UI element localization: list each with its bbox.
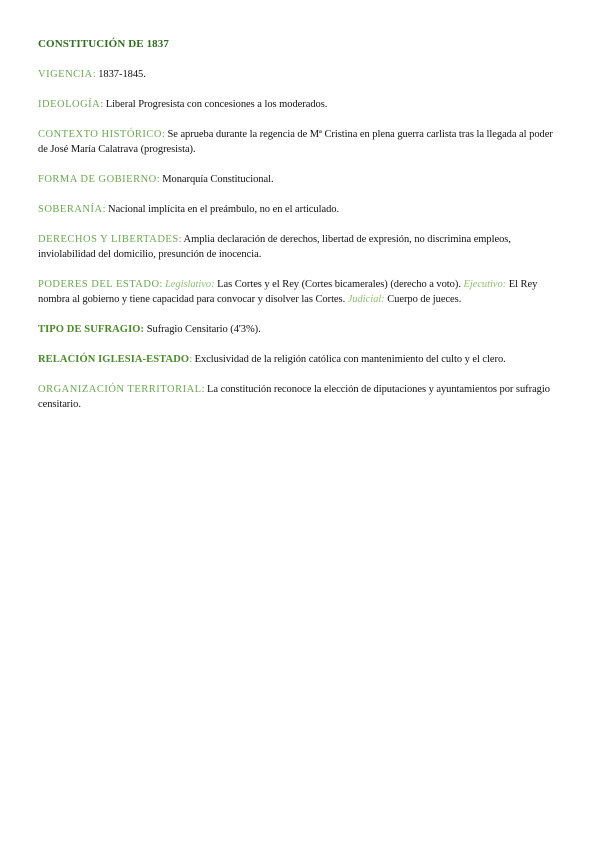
section-forma-gobierno xyxy=(38,172,562,187)
label-colon: : xyxy=(211,279,215,290)
section-soberania xyxy=(38,202,562,217)
label-colon: : xyxy=(201,384,205,395)
section-organizacion xyxy=(38,382,562,412)
section-text: Se aprueba durante la regencia de Mª Cristina en plena guerra carlista tras la llegada al poder de José María Calatrava (progresista). xyxy=(38,129,553,155)
section-vigencia xyxy=(38,67,562,82)
section-sufragio xyxy=(38,322,562,337)
section-ideologia xyxy=(38,97,562,112)
label-colon: : xyxy=(156,174,160,185)
section-label: IDEOLOGÍA xyxy=(38,99,101,110)
section-text: Monarquía Constitucional. xyxy=(159,174,274,185)
section-label: CONTEXTO HISTÓRICO xyxy=(38,129,163,140)
document-title: CONSTITUCIÓN DE 1837 xyxy=(38,38,169,50)
label-colon: : xyxy=(102,204,106,215)
judicial-text: Cuerpo de jueces. xyxy=(384,294,462,305)
section-text: Liberal Progresista con concesiones a los moderados. xyxy=(103,99,328,110)
judicial-label: Judicial xyxy=(347,294,382,305)
section-derechos xyxy=(38,232,562,262)
label-colon: : xyxy=(100,99,104,110)
section-text: Amplia declaración de derechos, libertad de expresión, no discrimina empleos, inviolabilidad del domicilio, presunción de inocencia. xyxy=(38,234,511,260)
ejecutivo-text: El Rey nombra al gobierno y tiene capacidad para convocar y disolver las Cortes. xyxy=(38,279,538,305)
label-colon: : xyxy=(381,294,385,305)
label-colon: : xyxy=(159,279,163,290)
label-colon: : xyxy=(162,129,165,140)
section-contexto xyxy=(38,127,562,157)
section-text: Nacional implícita en el preámbulo, no en el articulado. xyxy=(105,204,340,215)
section-label: ORGANIZACIÓN TERRITORIAL xyxy=(38,384,202,395)
label-colon: : xyxy=(502,279,507,290)
label-colon: : xyxy=(189,354,193,365)
section-poderes xyxy=(38,277,562,307)
section-label: TIPO DE SUFRAGIO: xyxy=(38,324,145,335)
section-label: PODERES DEL ESTADO xyxy=(38,279,160,290)
ejecutivo-label: Ejecutivo xyxy=(463,279,503,290)
section-label: DERECHOS Y LIBERTADES xyxy=(38,234,179,245)
legislativo-label: Legislativo xyxy=(164,279,212,290)
label-colon: : xyxy=(92,69,96,80)
section-label: SOBERANÍA xyxy=(38,204,103,215)
section-text: La constitución reconoce la elección de diputaciones y ayuntamientos por sufragio censitario. xyxy=(38,384,550,410)
section-text: 1837-1845. xyxy=(95,69,146,80)
section-text: Sufragio Censitario (4'3%). xyxy=(144,324,261,335)
section-iglesia xyxy=(38,352,562,367)
section-text: Exclusividad de la religión católica con mantenimiento del culto y el clero. xyxy=(192,354,506,365)
label-colon: : xyxy=(178,234,182,245)
document-page xyxy=(38,37,562,427)
section-label: RELACIÓN IGLESIA-ESTADO xyxy=(38,354,190,365)
section-label: VIGENCIA xyxy=(38,69,93,80)
section-label: FORMA DE GOBIERNO xyxy=(38,174,157,185)
legislativo-text: Las Cortes y el Rey (Cortes bicamerales) (derecho a voto). xyxy=(214,279,464,290)
